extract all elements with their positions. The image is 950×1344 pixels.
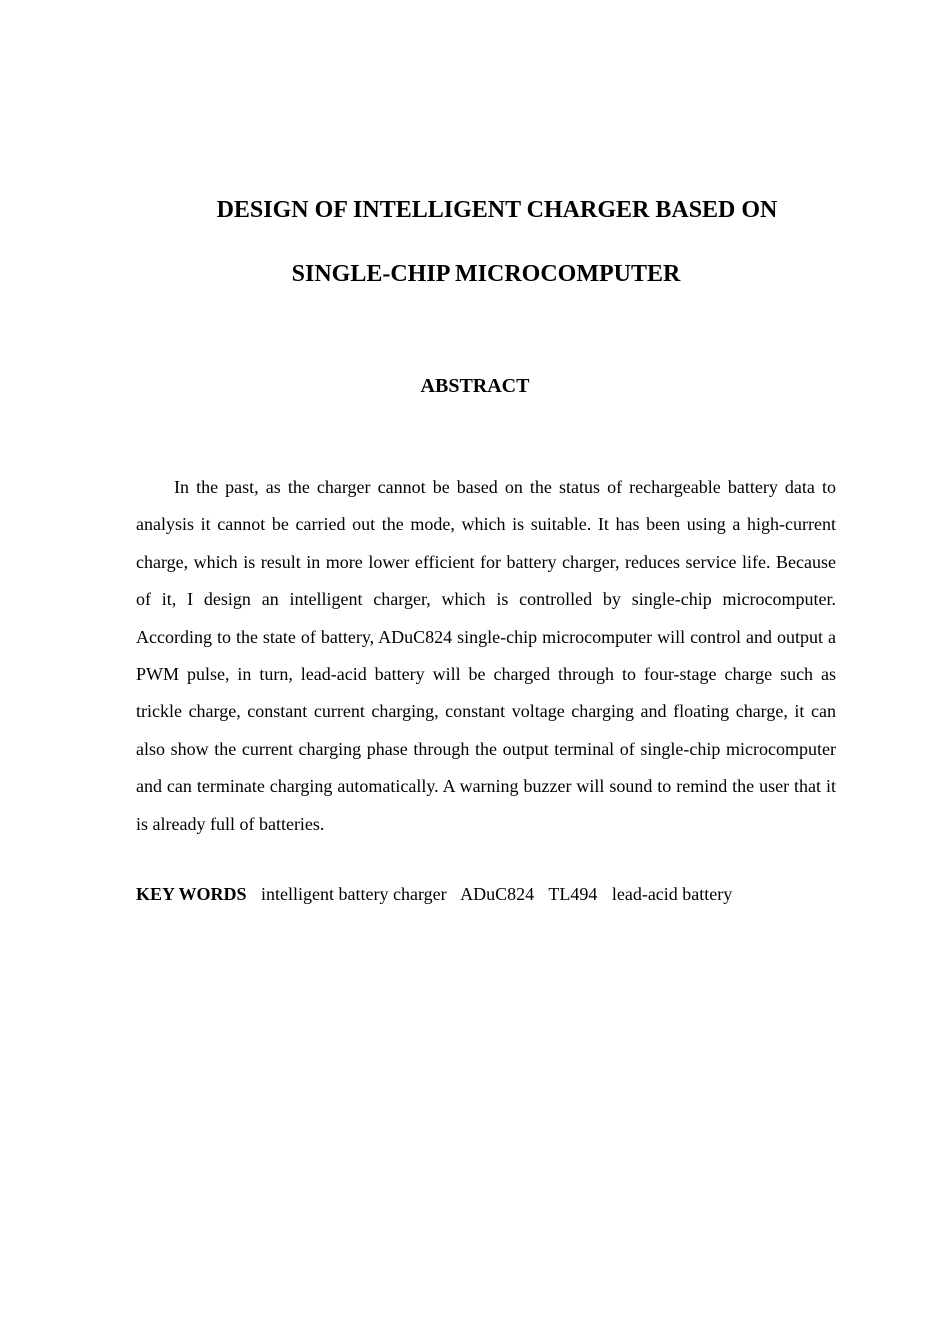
keywords-label: KEY WORDS <box>136 884 247 904</box>
abstract-body: In the past, as the charger cannot be based on the status of rechargeable battery data to analysis it cannot be carried out the mode, which is suitable. It has been using a high-current charge, which is result in more lower efficient for battery charger, reduces service life. Because of it, I design an intelligent charger, which is controlled by single-chip microcomputer. According to the state of battery, ADuC824 single-chip microcomputer will control and output a PWM pulse, in turn, lead-acid battery will be charged through to four-stage charge such as trickle charge, constant current charging, constant voltage charging and floating charge, it can also show the current charging phase through the output terminal of single-chip microcomputer and can terminate charging automatically. A warning buzzer will sound to remind the user that it is already full of batteries. <box>136 477 836 834</box>
keyword-item: ADuC824 <box>460 884 535 904</box>
keywords-line <box>136 881 836 907</box>
keyword-item: lead-acid battery <box>611 884 733 904</box>
keyword-item: TL494 <box>548 884 598 904</box>
paper-title-line-2: SINGLE-CHIP MICROCOMPUTER <box>291 261 681 287</box>
abstract-heading: ABSTRACT <box>420 375 530 397</box>
keyword-item: intelligent battery charger <box>261 884 447 904</box>
paper-title-line-1: DESIGN OF INTELLIGENT CHARGER BASED ON <box>216 197 778 223</box>
